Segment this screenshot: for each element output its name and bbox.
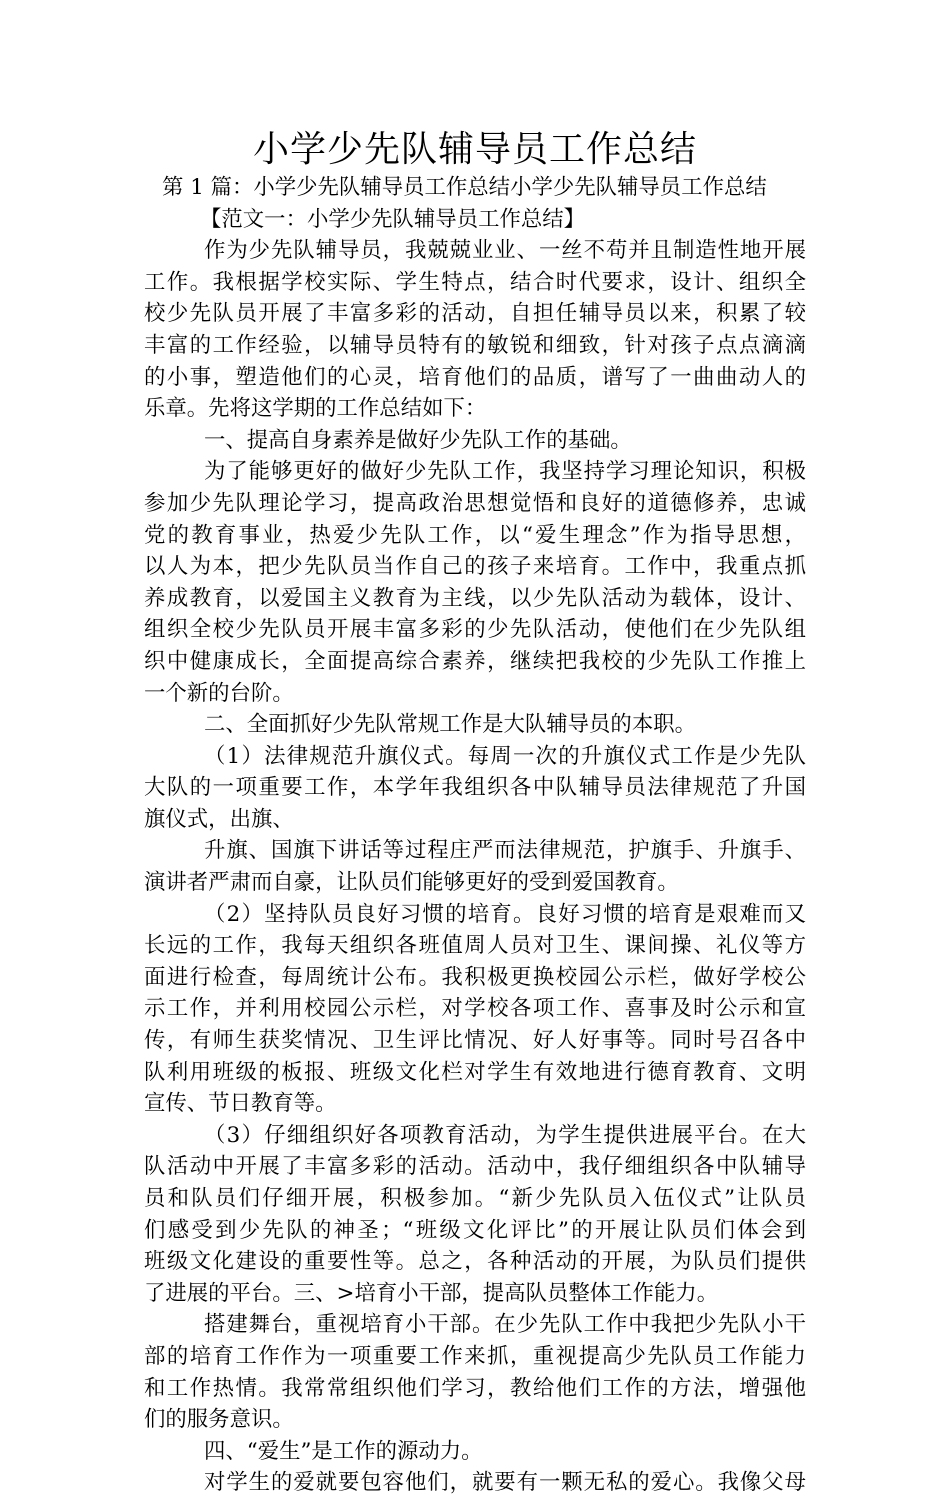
text-line: 队活动中开展了丰富多彩的活动。活动中，我仔细组织各中队辅导 (144, 1154, 806, 1180)
text-line: 四、“爱生”是工作的源动力。 (204, 1438, 483, 1464)
text-line: 一、提高自身素养是做好少先队工作的基础。 (204, 427, 632, 453)
text-line: 升旗、国旗下讲话等过程庄严而法律规范，护旗手、升旗手、 (204, 838, 806, 864)
text-line: 以人为本，把少先队员当作自己的孩子来培育。工作中，我重点抓 (144, 554, 806, 580)
text-line: 传，有师生获奖情况、卫生评比情况、好人好事等。同时号召各中 (144, 1028, 806, 1054)
text-line: （1）法律规范升旗仪式。每周一次的升旗仪式工作是少先队 (204, 743, 806, 769)
text-line: 队利用班级的板报、班级文化栏对学生有效地进行德育教育、文明 (144, 1059, 806, 1085)
text-line: 员和队员们仔细开展，积极参加。“新少先队员入伍仪式”让队员 (144, 1186, 806, 1211)
text-line: 校少先队员开展了丰富多彩的活动，自担任辅导员以来，积累了较 (144, 301, 806, 327)
text-line: 大队的一项重要工作，本学年我组织各中队辅导员法律规范了升国 (144, 775, 806, 801)
text-line: 们感受到少先队的神圣；“班级文化评比”的开展让队员们体会到 (144, 1217, 806, 1243)
text-line: （2）坚持队员良好习惯的培育。良好习惯的培育是艰难而又 (204, 901, 806, 927)
text-line: 部的培育工作作为一项重要工作来抓，重视提高少先队员工作能力 (144, 1343, 806, 1369)
text-line: 宣传、节日教育等。 (144, 1091, 337, 1117)
text-line: 织中健康成长，全面提高综合素养，继续把我校的少先队工作推上 (144, 648, 806, 674)
text-line: 作为少先队辅导员，我兢兢业业、一丝不苟并且制造性地开展 (204, 238, 806, 264)
text-line: 们的服务意识。 (144, 1407, 294, 1433)
text-line: 对学生的爱就要包容他们，就要有一颗无私的爱心。我像父母 (204, 1470, 806, 1496)
text-line: 二、全面抓好少先队常规工作是大队辅导员的本职。 (204, 712, 696, 738)
text-line: 班级文化建设的重要性等。总之，各种活动的开展，为队员们提供 (144, 1249, 806, 1275)
text-line: 养成教育，以爱国主义教育为主线，以少先队活动为载体，设计、 (144, 585, 806, 611)
text-line: 乐章。先将这学期的工作总结如下： (144, 396, 487, 422)
text-line: 第 1 篇：小学少先队辅导员工作总结小学少先队辅导员工作总结 (162, 175, 767, 200)
text-line: 面进行检查，每周统计公布。我积极更换校园公示栏，做好学校公 (144, 964, 806, 990)
text-line: （3）仔细组织好各项教育活动，为学生提供进展平台。在大 (204, 1122, 806, 1148)
text-line: 了进展的平台。三、>培育小干部，提高队员整体工作能力。 (144, 1280, 719, 1306)
document-title: 小学少先队辅导员工作总结 (252, 129, 697, 170)
text-line: 工作。我根据学校实际、学生特点，结合时代要求，设计、组织全 (144, 269, 806, 295)
text-line: 组织全校少先队员开展丰富多彩的少先队活动，使他们在少先队组 (144, 617, 806, 643)
text-line: 参加少先队理论学习，提高政治思想觉悟和良好的道德修养，忠诚 (144, 490, 806, 516)
text-line: 长远的工作，我每天组织各班值周人员对卫生、课间操、礼仪等方 (144, 933, 806, 959)
text-line: 一个新的台阶。 (144, 680, 294, 706)
text-line: 演讲者严肃而自豪，让队员们能够更好的受到爱国教育。 (144, 870, 679, 896)
text-line: 【范文一：小学少先队辅导员工作总结】 (200, 206, 586, 232)
text-line: 丰富的工作经验，以辅导员特有的敏锐和细致，针对孩子点点滴滴 (144, 332, 806, 358)
text-line: 旗仪式，出旗、 (144, 806, 294, 832)
document-body (144, 172, 806, 1499)
text-line: 党的教育事业，热爱少先队工作，以“爱生理念”作为指导思想， (144, 522, 806, 548)
text-line: 示工作，并利用校园公示栏，对学校各项工作、喜事及时公示和宣 (144, 996, 806, 1022)
text-line: 和工作热情。我常常组织他们学习，教给他们工作的方法，增强他 (144, 1375, 806, 1401)
text-line: 搭建舞台，重视培育小干部。在少先队工作中我把少先队小干 (204, 1312, 806, 1338)
text-line: 的小事，塑造他们的心灵，培育他们的品质，谱写了一曲曲动人的 (144, 364, 806, 390)
text-line: 为了能够更好的做好少先队工作，我坚持学习理论知识，积极 (204, 459, 806, 485)
